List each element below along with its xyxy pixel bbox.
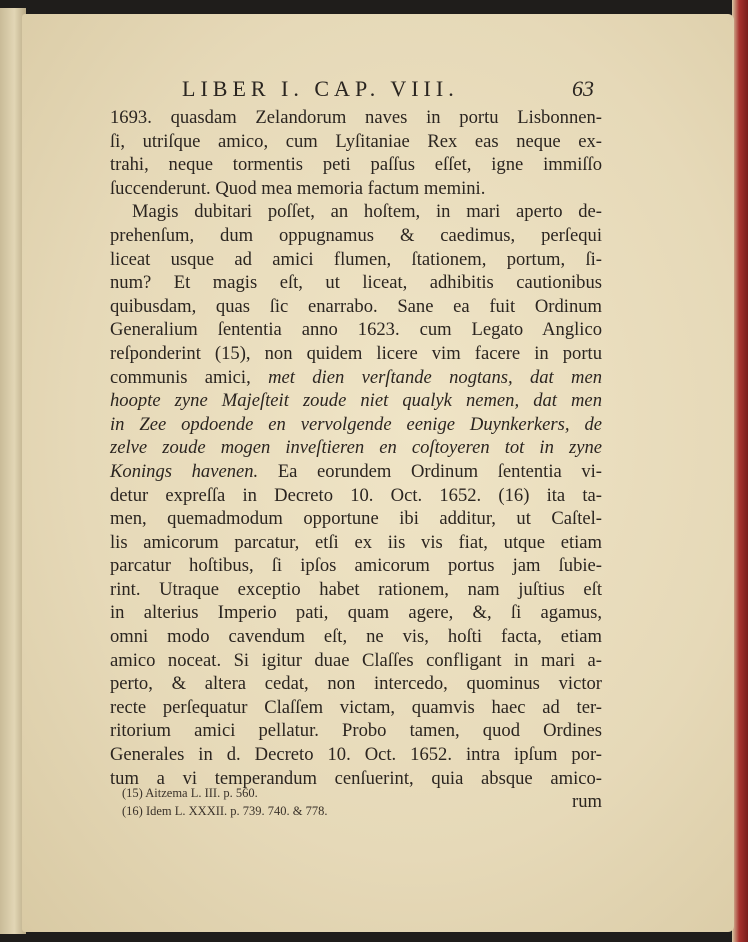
text-line	[110, 578, 602, 602]
text-run: prehenſum, dum oppugnamus & caedimus, perſequi	[110, 224, 602, 246]
text-run: Generales in d. Decreto 10. Oct. 1652. intra ipſum por-	[110, 744, 602, 766]
text-line	[110, 554, 602, 578]
text-line	[110, 672, 602, 696]
text-line	[110, 625, 602, 649]
text-run: Ea eorundem Ordinum ſententia vi-	[277, 460, 602, 482]
page-number: 63	[572, 76, 594, 101]
text-line	[110, 601, 602, 625]
footnote-15: (15) Aitzema L. III. p. 560.	[122, 786, 258, 800]
text-run: quibusdam, quas ſic enarrabo. Sane ea fuit Ordinum	[110, 295, 602, 317]
italic-run: met dien verſtande nogtans, dat men	[268, 366, 603, 388]
text-line	[110, 696, 602, 720]
text-run: perto, & altera cedat, non intercedo, quominus victor	[110, 673, 602, 695]
text-line	[110, 531, 602, 555]
catchword: rum	[572, 791, 602, 813]
text-line	[110, 200, 602, 224]
italic-run: hoopte zyne Majeſteit zoude niet qualyk nemen, dat men	[110, 390, 602, 412]
page	[22, 14, 734, 932]
italic-run: zelve zoude mogen inveſtieren en coſtoyeren tot in zyne	[110, 437, 602, 459]
body-text	[110, 106, 602, 814]
text-run: detur expreſſa in Decreto 10. Oct. 1652. (16) ita ta-	[110, 484, 602, 506]
text-run: liceat usque ad amici flumen, ſtationem, portum, ſi-	[110, 248, 602, 270]
text-run: omni modo cavendum eſt, ne vis, hoſti facta, etiam	[110, 626, 602, 648]
footnote-16: (16) Idem L. XXXII. p. 739. 740. & 778.	[122, 804, 328, 818]
text-line	[110, 318, 602, 342]
text-line	[110, 271, 602, 295]
text-run: rint. Utraque exceptio habet rationem, nam juſtius eſt	[110, 578, 602, 600]
text-run: ſi, utriſque amico, cum Lyſitaniae Rex eas neque ex-	[110, 130, 602, 152]
text-line	[110, 413, 602, 437]
text-run: recte perſequatur Claſſem victam, quamvis haec ad ter-	[110, 696, 602, 718]
text-line	[110, 649, 602, 673]
text-line	[110, 389, 602, 413]
text-run: ritorium amici pellatur. Probo tamen, quod Ordines	[110, 720, 602, 742]
text-run: parcatur hoſtibus, ſi ipſos amicorum portus jam ſubie-	[110, 555, 602, 577]
text-line	[110, 177, 602, 201]
text-line	[110, 106, 602, 130]
text-line	[110, 248, 602, 272]
text-line	[110, 507, 602, 531]
text-run: reſponderint (15), non quidem licere vim facere in portu	[110, 342, 602, 364]
text-run: ſuccenderunt. Quod mea memoria factum memini.	[110, 177, 486, 199]
text-run: tum a vi temperandum cenſuerint, quia absque amico-	[110, 767, 602, 789]
text-line	[110, 436, 602, 460]
text-run: 1693. quasdam Zelandorum naves in portu Lisbonnen-	[110, 107, 602, 128]
text-line	[110, 484, 602, 508]
italic-run: in Zee opdoende en vervolgende eenige Duynkerkers, de	[110, 413, 602, 435]
text-run: men, quemadmodum opportune ibi additur, ut Caſtel-	[110, 508, 602, 530]
text-line	[110, 366, 602, 390]
text-line	[110, 342, 602, 366]
text-line	[110, 743, 602, 767]
text-run: num? Et magis eſt, ut liceat, adhibitis cautionibus	[110, 272, 602, 294]
text-run: trahi, neque tormentis peti paſſus eſſet, igne immiſſo	[110, 154, 602, 176]
text-line	[110, 460, 602, 484]
right-page-edge	[732, 0, 748, 942]
text-run: in alterius Imperio pati, quam agere, &, ſi agamus,	[110, 602, 602, 624]
text-line	[110, 153, 602, 177]
italic-run: Konings havenen.	[110, 460, 259, 482]
text-line	[110, 224, 602, 248]
text-line	[110, 130, 602, 154]
running-title: LIBER I. CAP. VIII.	[182, 76, 459, 101]
text-run: Magis dubitari poſſet, an hoſtem, in mari aperto de-	[132, 201, 602, 223]
text-run: lis amicorum parcatur, etſi ex iis vis fiat, utque etiam	[110, 531, 602, 553]
text-line	[110, 295, 602, 319]
running-header	[162, 76, 622, 106]
text-run: communis amici,	[110, 366, 251, 388]
text-line	[110, 719, 602, 743]
text-run: amico noceat. Si igitur duae Claſſes confligant in mari a-	[110, 649, 602, 671]
footnotes	[122, 784, 542, 820]
text-run: Generalium ſententia anno 1623. cum Legato Anglico	[110, 319, 602, 341]
